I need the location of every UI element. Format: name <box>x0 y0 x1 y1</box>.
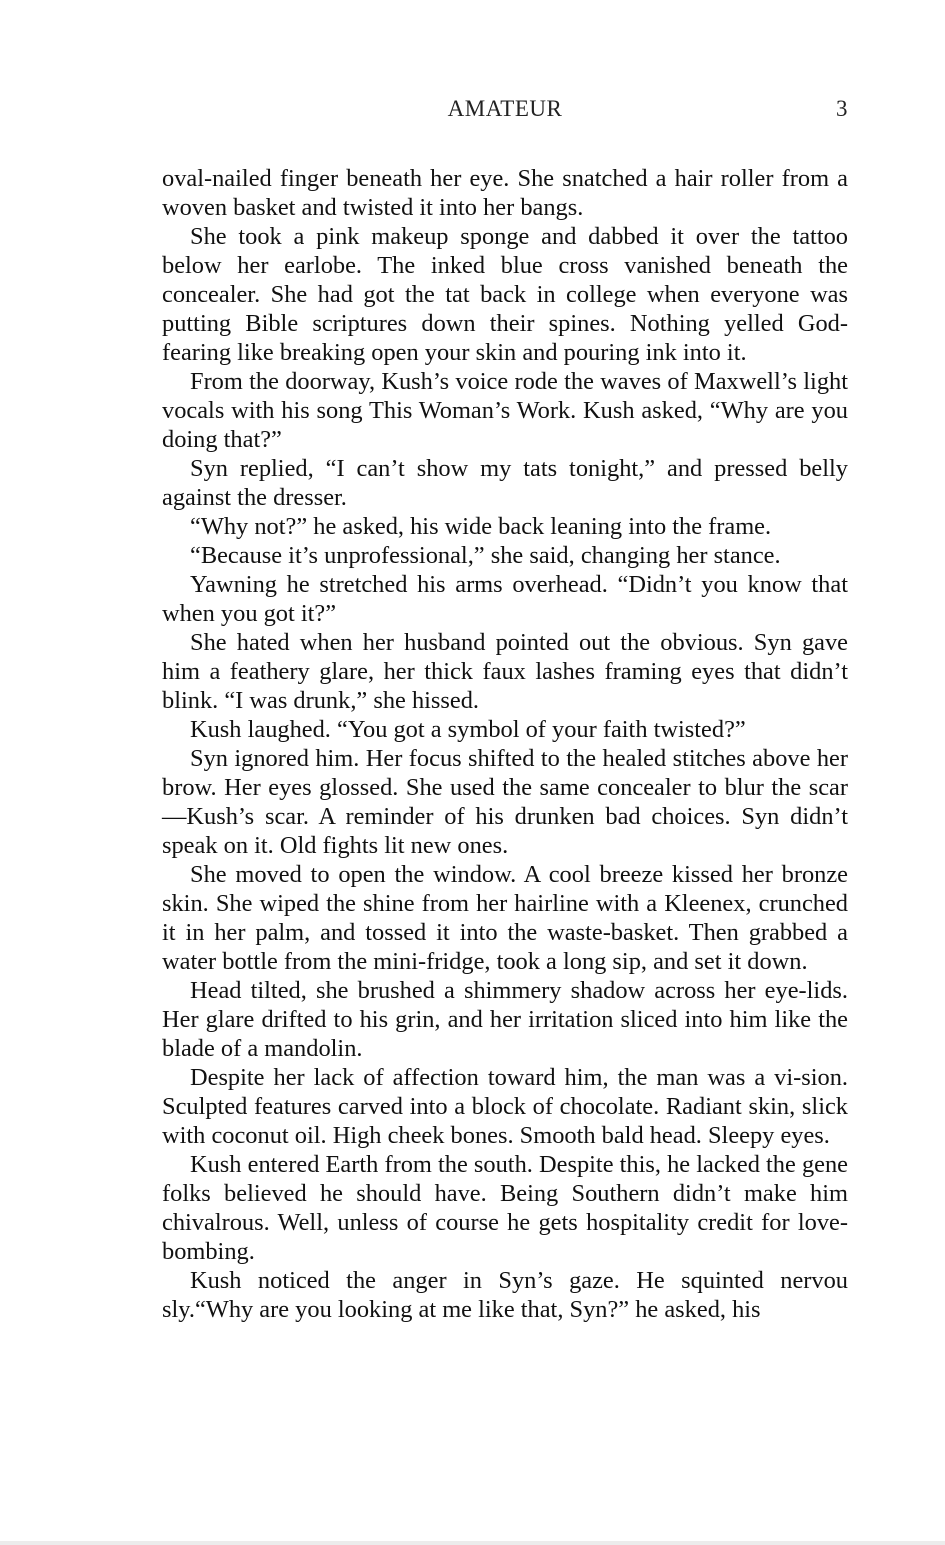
paragraph: She moved to open the window. A cool breeze kissed her bronze skin. She wiped the shine from her hairline with a Kleenex, crunched it in her palm, and tossed it into the waste-basket. Then grabbed a water bottle from the mini-fridge, took a long sip, and set it down. <box>162 861 848 975</box>
paragraph: “Why not?” he asked, his wide back leaning into the frame. <box>190 513 772 540</box>
paragraph: Kush noticed the anger in Syn’s gaze. He squinted nervou sly.“Why are you looking at me like that, Syn?” he asked, his <box>162 1267 848 1323</box>
paragraph: “Because it’s unprofessional,” she said, changing her stance. <box>190 542 781 569</box>
paragraph: Yawning he stretched his arms overhead. “Didn’t you know that when you got it?” <box>162 571 848 627</box>
paragraph: Syn replied, “I can’t show my tats tonight,” and pressed belly against the dresser. <box>162 455 848 511</box>
page-bottom-edge <box>0 1541 945 1545</box>
paragraph: Syn ignored him. Her focus shifted to the healed stitches above her brow. Her eyes glossed. She used the same concealer to blur the scar—Kush’s scar. A reminder of his drunken bad choices. Syn didn’t speak on it. Old fights lit new ones. <box>162 745 848 859</box>
paragraph: She took a pink makeup sponge and dabbed it over the tattoo below her earlobe. The inked blue cross vanished beneath the concealer. She had got the tat back in college when everyone was putting Bible scriptures down their spines. Nothing yelled God-fearing like breaking open your skin and pouring ink into it. <box>162 223 848 366</box>
paragraph: She hated when her husband pointed out the obvious. Syn gave him a feathery glare, her thick faux lashes framing eyes that didn’t blink. “I was drunk,” she hissed. <box>162 629 848 714</box>
body-text <box>162 164 848 1324</box>
paragraph: Kush laughed. “You got a symbol of your faith twisted?” <box>190 716 746 743</box>
page-number: 3 <box>836 96 848 121</box>
paragraph: oval-nailed finger beneath her eye. She snatched a hair roller from a woven basket and twisted it into her bangs. <box>162 165 848 221</box>
running-header <box>162 96 848 128</box>
paragraph: Head tilted, she brushed a shimmery shadow across her eye-lids. Her glare drifted to his grin, and her irritation sliced into him like the blade of a mandolin. <box>162 977 848 1062</box>
paragraph: Despite her lack of affection toward him, the man was a vi-sion. Sculpted features carved into a block of chocolate. Radiant skin, slick with coconut oil. High cheek bones. Smooth bald head. Sleepy eyes. <box>162 1064 848 1149</box>
paragraph: Kush entered Earth from the south. Despite this, he lacked the gene folks believed he should have. Being Southern didn’t make him chivalrous. Well, unless of course he gets hospitality credit for love-bombing. <box>162 1151 848 1265</box>
running-title: AMATEUR <box>447 96 563 121</box>
paragraph: From the doorway, Kush’s voice rode the waves of Maxwell’s light vocals with his song This Woman’s Work. Kush asked, “Why are you doing that?” <box>162 368 848 453</box>
